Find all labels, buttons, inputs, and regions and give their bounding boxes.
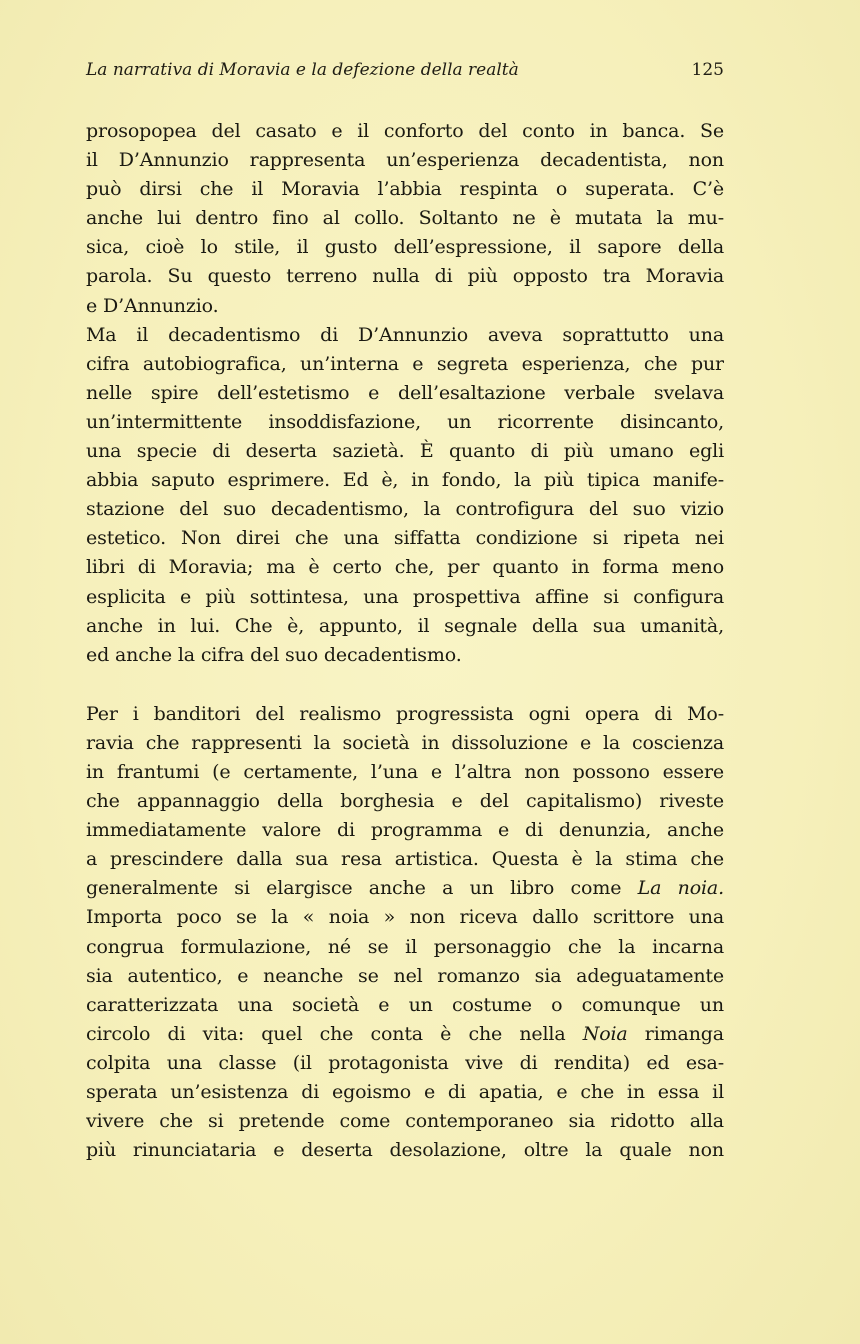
book-title-italic: La noia. [637,877,724,900]
text-line: colpita una classe (il protagonista vive di rendita) ed esa- [86,1051,724,1074]
text-line: immediatamente valore di programma e di denunzia, anche [86,819,724,842]
text-line: sia autentico, e neanche se nel romanzo sia adeguatamente [86,964,724,987]
text-line: esplicita e più sottintesa, una prospettiva affine si configura [86,585,724,608]
text-line: una specie di deserta sazietà. È quanto di più umano egli [86,440,724,463]
text-line: estetico. Non direi che una siffatta condizione si ripeta nei [86,527,724,550]
text-line: Importa poco se la « noia » non riceva dallo scrittore una [86,906,724,929]
text-line: stazione del suo decadentismo, la controfigura del suo vizio [86,498,724,521]
page-number: 125 [691,60,724,80]
text-line: congrua formulazione, né se il personaggio che la incarna [86,935,724,958]
text-line: libri di Moravia; ma è certo che, per quanto in forma meno [86,556,724,579]
text-line: in frantumi (e certamente, l’una e l’altra non possono essere [86,760,724,783]
body-text [86,117,724,1165]
text-line: Per i banditori del realismo progressista ogni opera di Mo- [86,702,724,725]
text-fragment: circolo di vita: quel che conta è che nella [86,1022,583,1045]
text-fragment: rimanga [627,1022,724,1045]
text-line: il D’Annunzio rappresenta un’esperienza decadentista, non [86,149,724,172]
running-header [86,60,724,86]
text-line: caratterizzata una società e un costume o comunque un [86,993,724,1016]
book-title-italic: Noia [582,1022,628,1045]
text-line: cifra autobiografica, un’interna e segreta esperienza, che pur [86,352,724,375]
text-line: sperata un’esistenza di egoismo e di apatia, e che in essa il [86,1081,724,1103]
text-line: un’intermittente insoddisfazione, un ricorrente disincanto, [86,410,724,433]
text-line: più rinunciataria e deserta desolazione, oltre la quale non [86,1139,724,1162]
text-fragment: generalmente si elargisce anche a un libro come [86,877,638,900]
text-line: nelle spire dell’estetismo e dell’esaltazione verbale svelava [86,381,724,404]
text-line: Ma il decadentismo di D’Annunzio aveva soprattutto una [86,323,724,346]
text-line: che appannaggio della borghesia e del capitalismo) riveste [86,790,724,813]
paragraph-2 [86,321,724,670]
text-line: vivere che si pretende come contemporaneo sia ridotto alla [86,1110,724,1133]
paragraph-1 [86,117,724,321]
text-line: parola. Su questo terreno nulla di più opposto tra Moravia [86,265,724,288]
text-line: ravia che rappresenti la società in dissoluzione e la coscienza [86,731,724,754]
text-line: abbia saputo esprimere. Ed è, in fondo, la più tipica manife- [86,469,724,492]
text-line-with-italic [86,874,724,903]
text-line: anche lui dentro fino al collo. Soltanto ne è mutata la mu- [86,207,724,230]
text-line: anche in lui. Che è, appunto, il segnale della sua umanità, [86,614,724,637]
text-line: prosopopea del casato e il conforto del conto in banca. Se [86,120,724,142]
text-line: può dirsi che il Moravia l’abbia respinta o superata. C’è [86,178,724,201]
text-line: a prescindere dalla sua resa artistica. Questa è la stima che [86,848,724,871]
running-title: La narrativa di Moravia e la defezione della realtà [86,60,519,80]
paragraph-gap [86,670,724,700]
text-line: sica, cioè lo stile, il gusto dell’espressione, il sapore della [86,236,724,259]
text-line-with-italic [86,1020,724,1049]
paragraph-3 [86,700,724,1166]
text-line: ed anche la cifra del suo decadentismo. [86,643,462,666]
text-line: e D’Annunzio. [86,294,219,317]
